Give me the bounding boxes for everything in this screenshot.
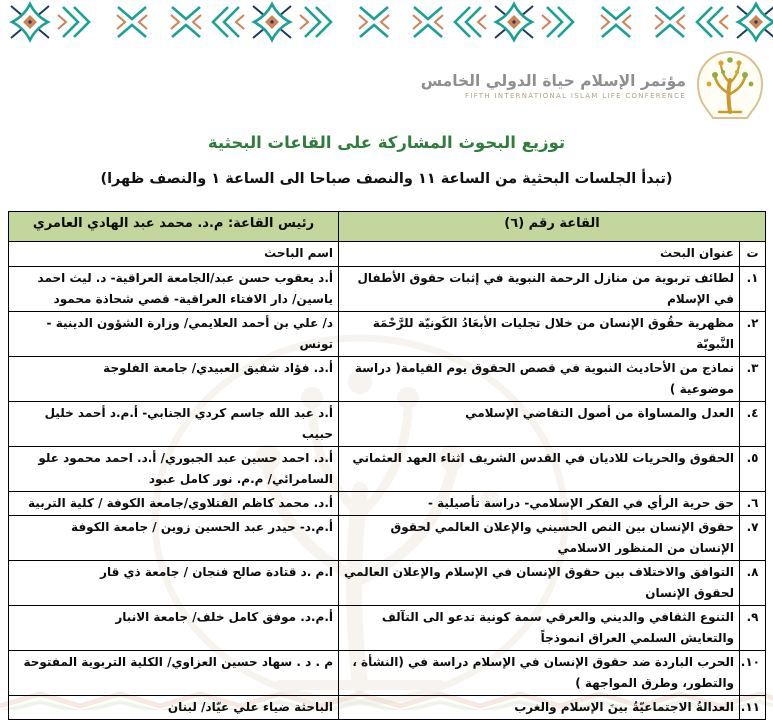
- research-title: التوافق والاختلاف بين حقوق الإنسان في الإسلام والإعلان العالمي لحقوق الإنسان: [339, 561, 740, 606]
- conference-logo-text: [421, 73, 686, 101]
- column-header-title: عنوان البحث: [339, 242, 740, 267]
- researcher-name: أ.د. محمد كاظم الفتلاوي/جامعة الكوفة / كلية التربية: [9, 492, 339, 516]
- row-number: ٩.: [740, 606, 766, 651]
- column-header-researcher: اسم الباحث: [9, 242, 339, 267]
- tree-emblem-icon: [695, 50, 765, 124]
- research-title: الحرب الباردة ضد حقوق الإنسان في الإسلام دراسة في (النشأة ، والتطور، وطرق المواجهة ): [339, 651, 740, 696]
- researcher-name: أ.م.د- حيدر عبد الحسين زوين / جامعة الكوفة: [9, 516, 339, 561]
- research-title: العدل والمساواة من أصول التقاضي الإسلامي: [339, 402, 740, 447]
- column-header-number: ت: [740, 242, 766, 267]
- researcher-name: الباحثة ضياء علي عيّاد/ لبنان: [9, 696, 339, 720]
- table-row: [9, 606, 766, 651]
- row-number: ٤.: [740, 402, 766, 447]
- researcher-name: أ.م.د. موفق كامل خلف/ جامعة الانبار: [9, 606, 339, 651]
- row-number: ٦.: [740, 492, 766, 516]
- row-number: ٣.: [740, 357, 766, 402]
- table-room-header-row: [9, 212, 766, 242]
- row-number: ١.: [740, 267, 766, 312]
- research-title: حق حرية الرأي في الفكر الإسلامي- دراسة تأصيلية -: [339, 492, 740, 516]
- researcher-name: م . د . سهاد حسين العزاوي/ الكلية التربوية المفتوحة: [9, 651, 339, 696]
- conference-name-arabic: مؤتمر الإسلام حياة الدولي الخامس: [420, 72, 686, 91]
- research-title: مظهرية حقُوق الإنسان من خلال تجليات الأبعَادُ الكَونيّة للرَّحْمَة النَّبويّة: [339, 312, 740, 357]
- researcher-name: د/ علي بن أحمد العلايمي/ وزارة الشؤون الدينية - تونس: [9, 312, 339, 357]
- row-number: ١١.: [740, 696, 766, 720]
- research-title: العدالةُ الاجتماعيّةُ بينَ الإسلام والغرب: [339, 696, 740, 720]
- row-number: ٧.: [740, 516, 766, 561]
- table-row: [9, 651, 766, 696]
- room-chair-header: رئيس القاعة: م.د. محمد عبد الهادي العامري: [9, 212, 339, 242]
- research-title: لطائف تربوية من منازل الرحمة النبوية في إثبات حقوق الأطفال في الإسلام: [339, 267, 740, 312]
- researcher-name: أ.د عبد الله جاسم كردي الجنابي- أ.م.د أحمد خليل حبيب: [9, 402, 339, 447]
- researcher-name: أ.د يعقوب حسن عبد/الجامعة العراقية- د. ليث احمد ياسين/ دار الافتاء العراقية- قصي شحاذة محمود: [9, 267, 339, 312]
- researcher-name: ا.م .د قتادة صالح فنجان / جامعة ذي قار: [9, 561, 339, 606]
- table-row: [9, 402, 766, 447]
- row-number: ٨.: [740, 561, 766, 606]
- research-title: نماذج من الأحاديث النبوية في قصص الحقوق يوم القيامة( دراسة موضوعية ): [339, 357, 740, 402]
- table-row: [9, 267, 766, 312]
- row-number: ٥.: [740, 447, 766, 492]
- table-row: [9, 561, 766, 606]
- table-row: [9, 447, 766, 492]
- research-title: التنوع الثقافي والديني والعرقي سمة كونية تدعو الى التآلف والتعايش السلمي العراق انموذجاً: [339, 606, 740, 651]
- research-title: الحقوق والحريات للاديان في القدس الشريف اثناء العهد العثماني: [339, 447, 740, 492]
- table-row: [9, 312, 766, 357]
- table-column-header-row: [9, 242, 766, 267]
- table-row: [9, 492, 766, 516]
- table-row: [9, 357, 766, 402]
- page-title: توزيع البحوث المشاركة على القاعات البحثية: [207, 133, 566, 152]
- conference-logo: [421, 50, 765, 124]
- row-number: ٢.: [740, 312, 766, 357]
- table-row: [9, 516, 766, 561]
- row-number: ١٠.: [740, 651, 766, 696]
- sessions-table: [8, 211, 766, 720]
- researcher-name: أ.د. فؤاد شفيق العبيدي/ جامعة الفلوجة: [9, 357, 339, 402]
- conference-name-english: FIFTH INTERNATIONAL ISLAM LIFE CONFERENCE: [465, 92, 686, 101]
- research-title: حقوق الإنسان بين النص الحسيني والإعلان العالمي لحقوق الإنسان من المنظور الاسلامي: [339, 516, 740, 561]
- room-number-header: القاعة رقم (٦): [339, 212, 766, 242]
- page-subtitle: (تبدأ الجلسات البحثية من الساعة ١١ والنصف صباحا الى الساعة ١ والنصف ظهرا): [100, 171, 673, 187]
- researcher-name: أ.د. احمد حسين عبد الجبوري/ أ.د. احمد محمود علو السامرائي/ م.م. نور كامل عبود: [9, 447, 339, 492]
- decorative-border-pattern: [0, 0, 773, 46]
